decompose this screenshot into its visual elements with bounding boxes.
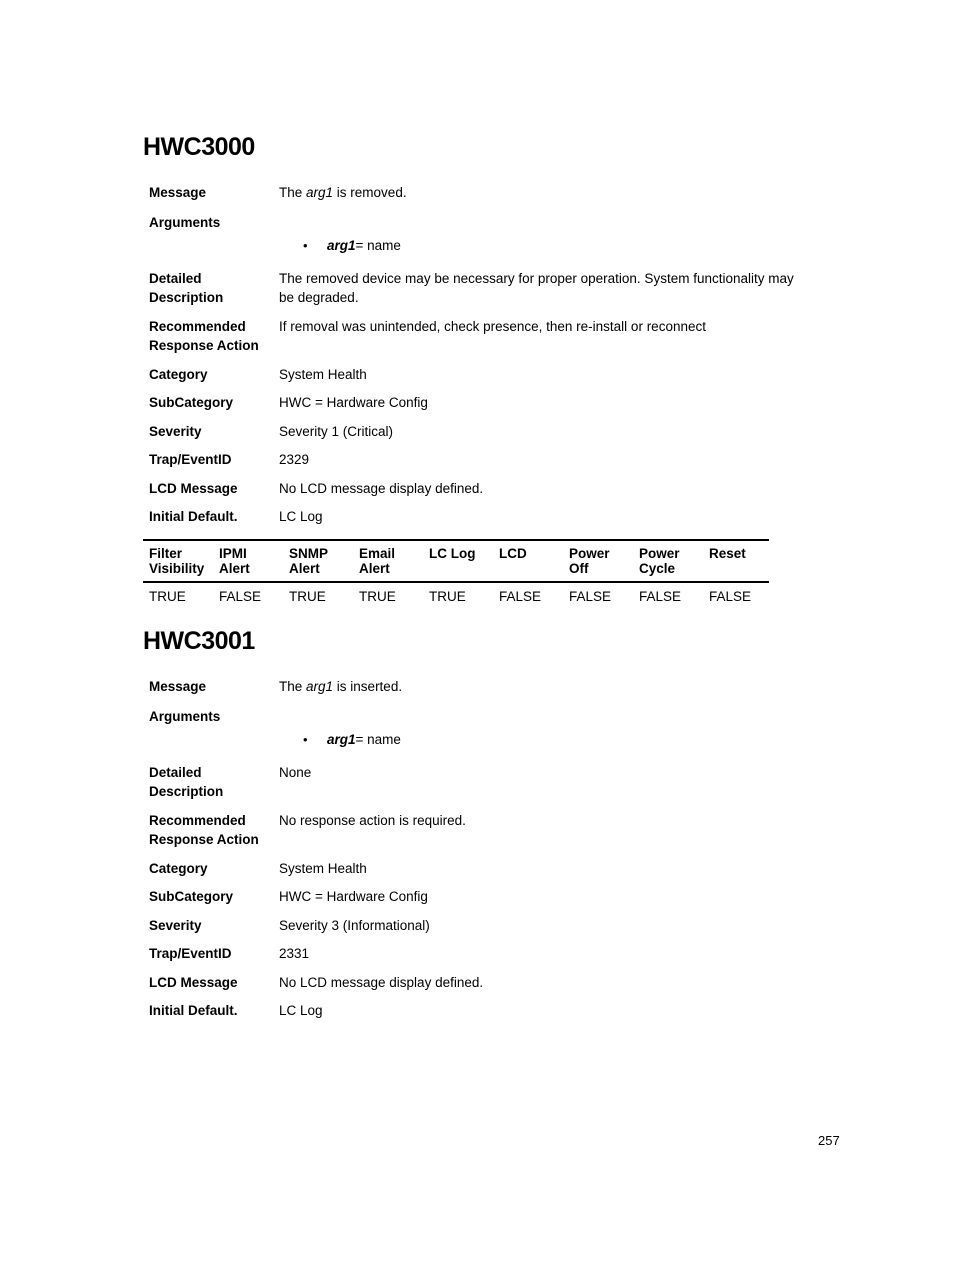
message-value (279, 677, 803, 697)
cell-lcd: FALSE (499, 588, 542, 604)
recommended-action-value: If removal was unintended, check presence, then re-install or reconnect (279, 318, 706, 334)
cell-lc-log: TRUE (429, 588, 466, 604)
recommended-action-row (143, 317, 803, 356)
cell-power-cycle: FALSE (639, 588, 682, 604)
section-hwc3001 (143, 624, 803, 1021)
initial-default-row (143, 1001, 803, 1021)
arguments-row (143, 707, 803, 751)
label-line1: Detailed (149, 764, 202, 780)
cell-snmp-alert: TRUE (289, 588, 326, 604)
message-label: Message (149, 185, 207, 200)
header-snmp-alert: SNMP Alert (283, 540, 353, 582)
header-power-off: Power Off (563, 540, 633, 582)
header-email-alert: Email Alert (353, 540, 423, 582)
severity-label: Severity (149, 917, 202, 933)
cell-ipmi-alert: FALSE (219, 588, 262, 604)
message-pre: The (279, 185, 307, 200)
lcd-message-value: No LCD message display defined. (279, 480, 484, 496)
subcategory-row (143, 887, 803, 907)
message-arg: arg1 (306, 679, 334, 694)
section-title: HWC3001 (143, 627, 255, 655)
message-post: is removed. (333, 185, 407, 200)
argument-desc: = name (355, 237, 401, 253)
detailed-description-value: The removed device may be necessary for proper operation. System functionality may be degraded. (279, 270, 794, 305)
header-reset: Reset (703, 540, 769, 582)
header-lc-log: LC Log (423, 540, 493, 582)
cell-filter-visibility: TRUE (149, 588, 186, 604)
category-label: Category (149, 860, 208, 876)
label-line2: Description (149, 290, 224, 305)
initial-default-value: LC Log (279, 509, 323, 524)
trap-eventid-label: Trap/EventID (149, 946, 232, 961)
subcategory-label: SubCategory (149, 395, 234, 410)
argument-list-item (279, 236, 803, 256)
arguments-value (279, 707, 803, 751)
recommended-action-value: No response action is required. (279, 812, 466, 828)
category-value: System Health (279, 860, 367, 876)
message-row (143, 183, 803, 203)
subcategory-value: HWC = Hardware Config (279, 889, 428, 904)
category-row (143, 365, 803, 385)
argument-name: arg1 (327, 731, 356, 747)
detailed-description-row (143, 763, 803, 802)
severity-row (143, 916, 803, 936)
category-value: System Health (279, 366, 367, 382)
lcd-message-row (143, 479, 803, 499)
message-arg: arg1 (306, 185, 334, 200)
arguments-label: Arguments (149, 214, 221, 230)
lcd-message-row (143, 973, 803, 993)
section-hwc3000 (143, 130, 803, 611)
severity-value: Severity 1 (Critical) (279, 423, 394, 439)
category-row (143, 859, 803, 879)
detailed-description-row (143, 269, 803, 308)
arguments-value (279, 213, 803, 257)
message-pre: The (279, 679, 307, 694)
trap-eventid-value: 2331 (279, 946, 310, 961)
initial-default-value: LC Log (279, 1003, 323, 1018)
lcd-message-label: LCD Message (149, 974, 238, 990)
filter-visibility-table (143, 539, 769, 611)
initial-default-row (143, 507, 803, 527)
argument-name: arg1 (327, 237, 356, 253)
initial-default-label: Initial Default. (149, 509, 238, 524)
trap-eventid-value: 2329 (279, 452, 310, 467)
subcategory-value: HWC = Hardware Config (279, 395, 428, 410)
header-filter-visibility: Filter Visibility (143, 540, 213, 582)
bullet-icon: • (303, 237, 308, 253)
recommended-action-label (143, 811, 279, 850)
table-row (143, 582, 769, 611)
message-value (279, 183, 803, 203)
header-power-cycle: Power Cycle (633, 540, 703, 582)
message-label: Message (149, 679, 207, 694)
section-title: HWC3000 (143, 133, 255, 161)
lcd-message-value: No LCD message display defined. (279, 974, 484, 990)
subcategory-row (143, 393, 803, 413)
trap-eventid-row (143, 944, 803, 964)
bullet-icon: • (303, 731, 308, 747)
table-header-row (143, 540, 769, 582)
severity-value: Severity 3 (Informational) (279, 917, 430, 933)
argument-desc: = name (355, 731, 401, 747)
recommended-action-row (143, 811, 803, 850)
message-row (143, 677, 803, 697)
cell-reset: FALSE (709, 588, 752, 604)
severity-row (143, 422, 803, 442)
trap-eventid-label: Trap/EventID (149, 452, 232, 467)
arguments-label: Arguments (149, 708, 221, 724)
detailed-description-label (143, 763, 279, 802)
label-line2: Response Action (149, 832, 259, 847)
label-line2: Description (149, 784, 224, 799)
subcategory-label: SubCategory (149, 889, 234, 904)
label-line1: Recommended (149, 318, 246, 334)
initial-default-label: Initial Default. (149, 1003, 238, 1018)
cell-email-alert: TRUE (359, 588, 396, 604)
cell-power-off: FALSE (569, 588, 612, 604)
page-number: 257 (818, 1133, 840, 1148)
label-line2: Response Action (149, 338, 259, 353)
header-lcd: LCD (493, 540, 563, 582)
label-line1: Detailed (149, 270, 202, 286)
trap-eventid-row (143, 450, 803, 470)
category-label: Category (149, 366, 208, 382)
lcd-message-label: LCD Message (149, 480, 238, 496)
recommended-action-label (143, 317, 279, 356)
message-post: is inserted. (333, 679, 403, 694)
header-ipmi-alert: IPMI Alert (213, 540, 283, 582)
severity-label: Severity (149, 423, 202, 439)
arguments-row (143, 213, 803, 257)
detailed-description-value: None (279, 764, 312, 780)
label-line1: Recommended (149, 812, 246, 828)
detailed-description-label (143, 269, 279, 308)
argument-list-item (279, 730, 803, 750)
